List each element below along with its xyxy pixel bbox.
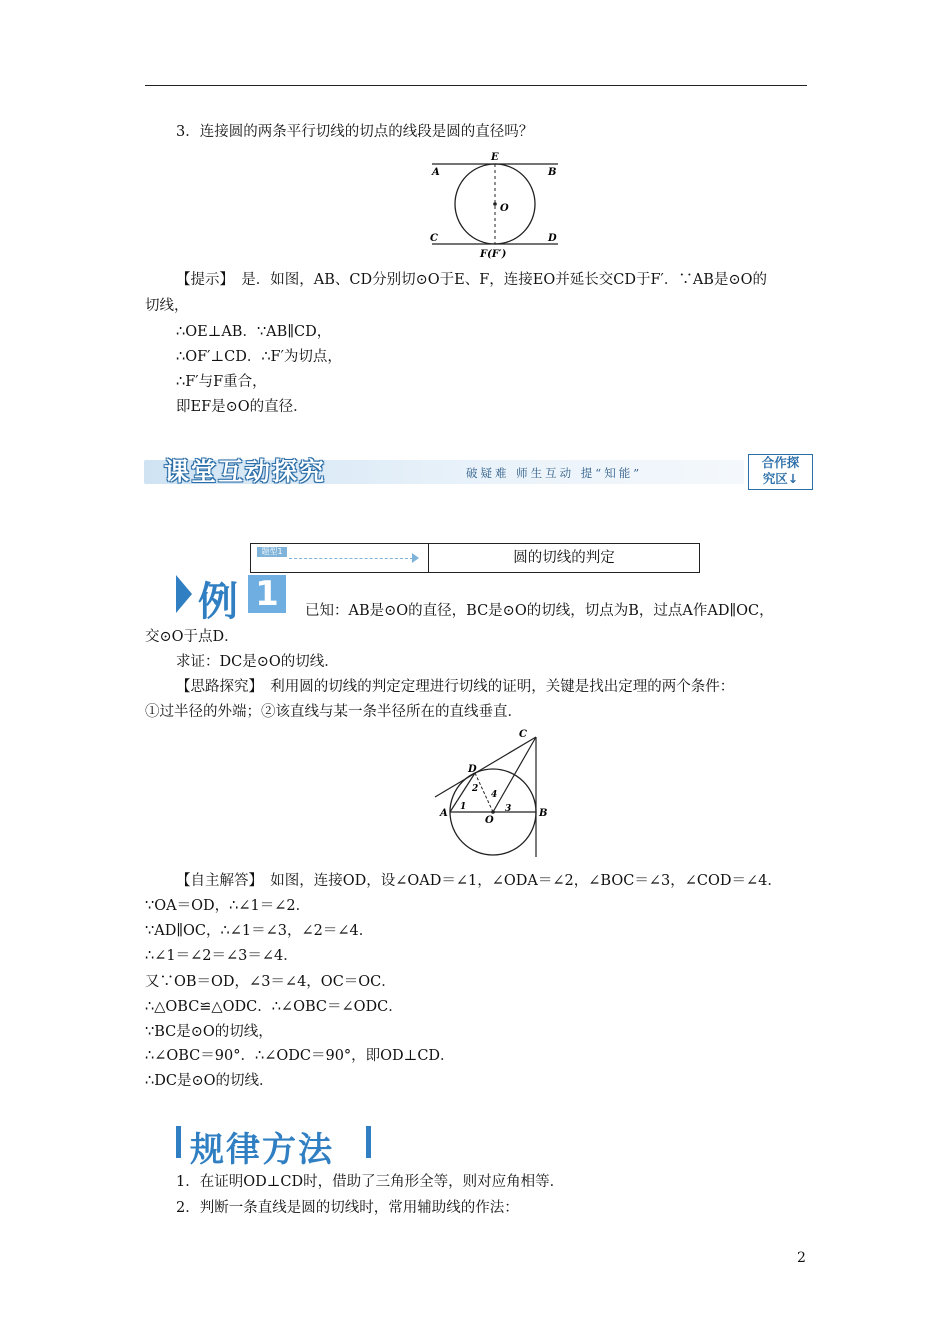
tangent-proof-figure [430,725,560,865]
triangle-icon [176,575,192,613]
example-char: 例 [198,579,238,625]
segment-oc [493,737,536,812]
heading-bar-right [366,1126,371,1158]
solution-line-4: ∴∠1＝∠2＝∠3＝∠4． [145,948,298,964]
label-o: O [500,203,509,214]
type-topic: 圆的切线的判定 [513,550,615,566]
hint-line-4: ∴OF′⊥CD．∴F′为切点， [176,349,342,365]
method-point-1: 1．在证明OD⊥CD时，借助了三角形全等，则对应角相等． [176,1174,565,1190]
question-type-table [250,543,700,573]
hint-line-3: ∴OE⊥AB．∵AB∥CD， [176,324,332,340]
angle-2: 2 [472,784,479,794]
solution-line-1: 【自主解答】 如图，连接OD，设∠OAD＝∠1，∠ODA＝∠2，∠BOC＝∠3，∠COD＝∠4． [176,873,782,889]
label-o: O [485,815,494,826]
label-a: A [432,167,440,178]
angle-4: 4 [491,790,498,800]
hint-line-5: ∴F′与F重合， [176,374,267,390]
example-badge [176,572,288,625]
label-f: F(F′) [480,249,507,260]
center-point [491,810,495,814]
solution-line-6: ∴△OBC≌△ODC．∴∠OBC＝∠ODC． [145,999,403,1015]
label-a: A [440,808,448,819]
label-b: B [548,167,557,178]
solution-line-8: ∴∠OBC＝90°．∴∠ODC＝90°，即OD⊥CD． [145,1048,455,1064]
section-banner [144,452,815,490]
label-b: B [539,808,548,819]
type-tag-cell [251,544,429,572]
type-tag: 题型1 [257,547,287,557]
example-line-2: 交⊙O于点D． [145,629,239,645]
label-d: D [468,764,477,775]
hint-line-2: 切线， [145,298,189,314]
thinking-line-2: ①过半径的外端；②该直线与某一条半径所在的直线垂直． [145,704,522,720]
solution-line-3: ∵AD∥OC，∴∠1＝∠3，∠2＝∠4． [145,923,374,939]
angle-1: 1 [460,802,467,812]
angle-3: 3 [505,804,512,814]
parallel-tangents-figure [420,148,570,260]
solution-line-5: 又∵OB＝OD，∠3＝∠4，OC＝OC． [145,974,396,990]
arrow-right-icon [412,553,419,563]
label-c: C [430,233,438,244]
cooperative-zone-box [748,454,813,490]
label-e: E [491,152,499,163]
box-line-2: 究区↓ [762,471,799,486]
solution-line-9: ∴DC是⊙O的切线． [145,1073,274,1089]
question-3: 3．连接圆的两条平行切线的切点的线段是圆的直径吗？ [176,124,534,140]
hint-line-6: 即EF是⊙O的直径． [176,399,308,415]
label-c: C [519,729,527,740]
solution-line-2: ∵OA＝OD，∴∠1＝∠2． [145,898,311,914]
example-number: 1 [248,575,286,613]
heading-bar-left [176,1126,181,1158]
label-d: D [548,233,557,244]
example-line-1: 已知：AB是⊙O的直径，BC是⊙O的切线，切点为B，过点A作AD∥OC， [305,603,774,619]
method-point-2: 2．判断一条直线是圆的切线时，常用辅助线的作法： [176,1200,519,1216]
method-heading-text: 规律方法 [190,1130,334,1170]
example-line-3: 求证：DC是⊙O的切线． [176,654,339,670]
center-point [493,202,497,206]
banner-title: 课堂互动探究 [164,457,327,486]
header-rule [145,85,807,86]
hint-line-1: 【提示】 是．如图，AB、CD分别切⊙O于E、F，连接EO并延长交CD于F′．∵AB是⊙O的 [176,272,767,288]
box-line-1: 合作探 [761,455,800,470]
thinking-line-1: 【思路探究】 利用圆的切线的判定定理进行切线的证明，关键是找出定理的两个条件： [176,679,735,695]
solution-line-7: ∵BC是⊙O的切线， [145,1024,273,1040]
tangent-dc [435,737,536,797]
banner-subtitle: 破疑难 师生互动 提“知能” [466,466,643,480]
page-number: 2 [797,1250,806,1266]
tag-dashed-line [289,558,413,559]
